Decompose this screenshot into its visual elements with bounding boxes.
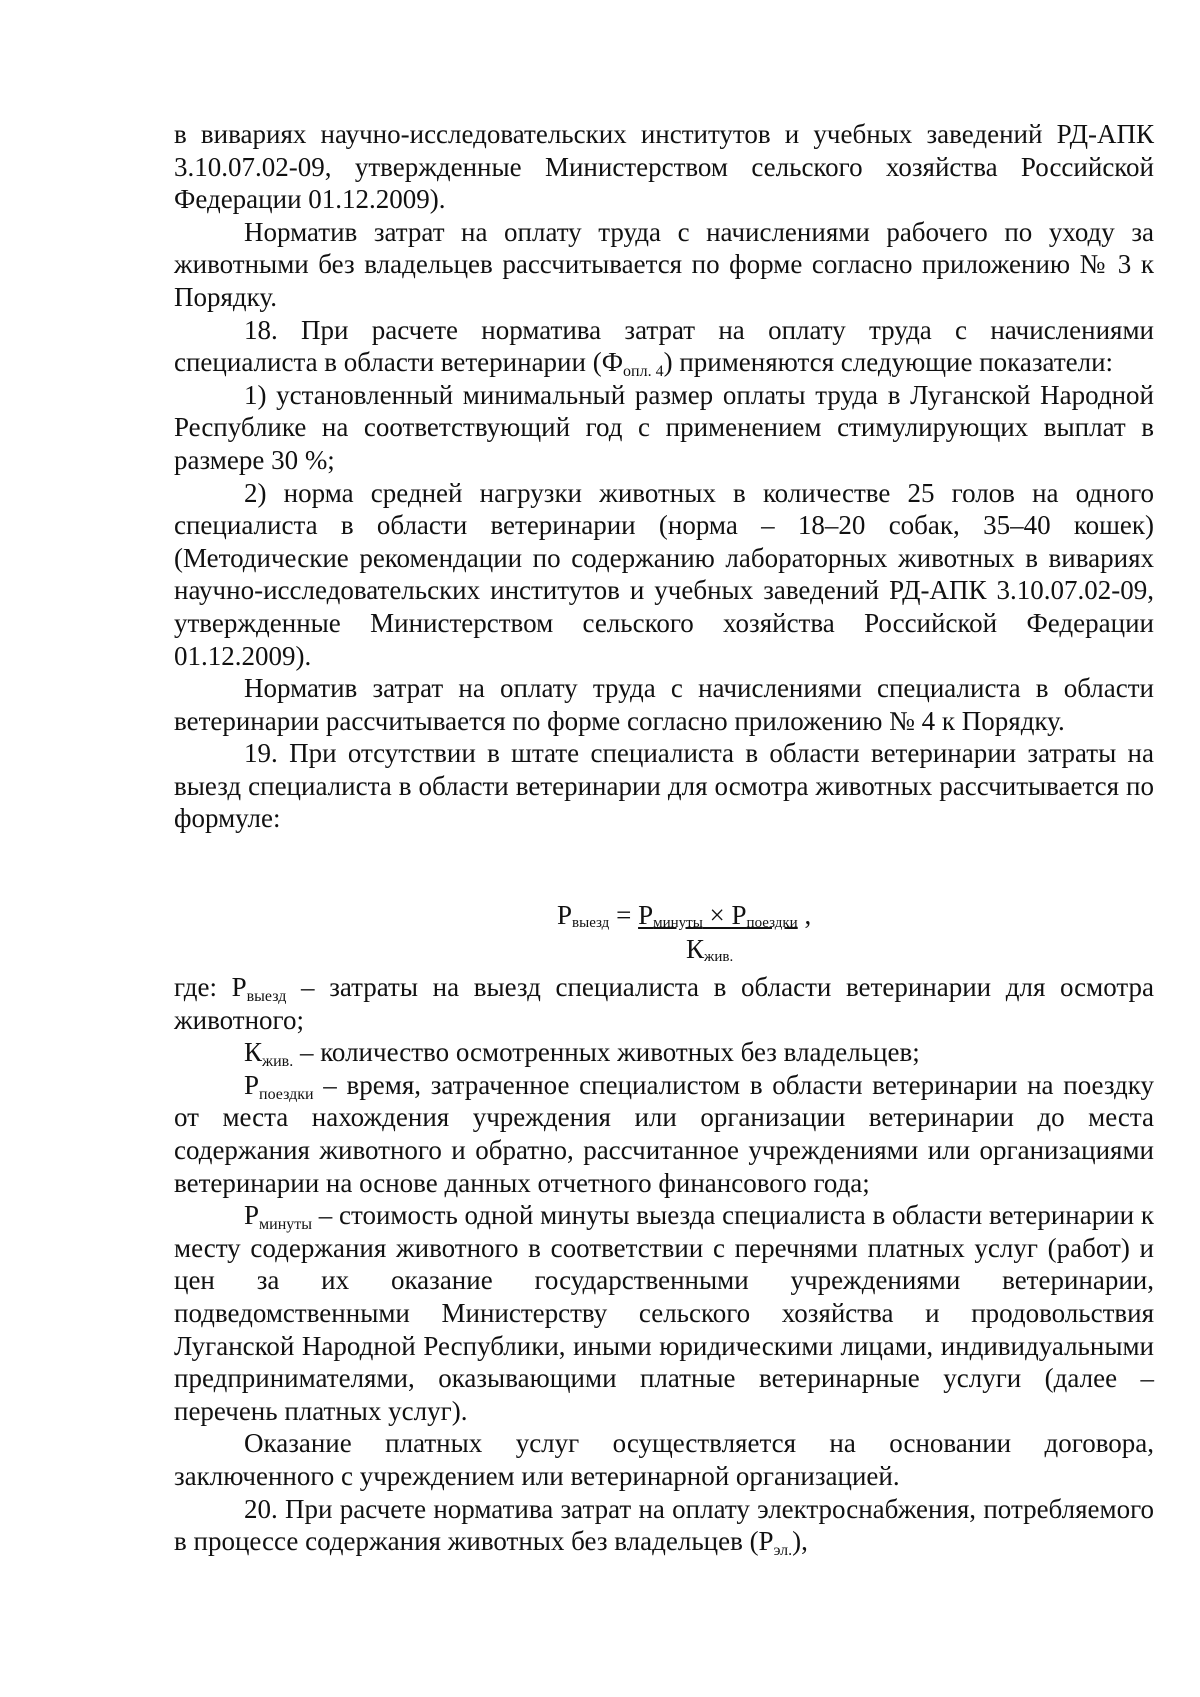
formula-denominator (686, 933, 733, 966)
text: где: Р (174, 972, 247, 1003)
text: 18. При расчете норматива затрат на оплату труда с начислениями специалиста в области ветеринарии (Ф (174, 314, 1154, 378)
paragraph-18 (174, 314, 1154, 379)
subscript: эл. (773, 1542, 793, 1560)
text: Р (244, 1069, 260, 1100)
subscript: поездки (259, 1085, 314, 1103)
formula-num1: Р (638, 900, 654, 931)
list-item-1: 1) установленный минимальный размер оплаты труда в Луганской Народной Республике на соответствующий год с применением стимулирующих выплат в размере 30 %; (174, 379, 1154, 475)
subscript: выезд (246, 988, 287, 1006)
subscript: опл. 4 (623, 363, 664, 381)
paragraph-norm-specialist: Норматив затрат на оплату труда с начислениями специалиста в области ветеринарии рассчитывается по форме согласно приложению № 4 к Порядку. (174, 673, 1154, 736)
formula-num2: Р (731, 900, 747, 931)
formula-den: К (686, 934, 705, 965)
formula-times: × (702, 900, 732, 931)
text: – затраты на выезд специалиста в области ветеринарии для осмотра животного; (174, 972, 1155, 1035)
text: – количество осмотренных животных без владельцев; (293, 1037, 920, 1068)
formula-numerator (638, 900, 798, 930)
definition-k (174, 1036, 1154, 1069)
formula-num1-sub: минуты (653, 915, 703, 932)
text: Р (244, 1200, 260, 1231)
subscript: жив. (262, 1053, 294, 1071)
text: ), (792, 1526, 808, 1557)
formula-den-sub: жив. (704, 949, 734, 966)
formula-lhs: Р (557, 900, 573, 931)
definition-minute (174, 1199, 1154, 1427)
list-item-2: 2) норма средней нагрузки животных в количестве 25 голов на одного специалиста в области ветеринарии (норма – 18–20 собак, 35–40 кошек) (Методические рекомендации по содержанию лабораторных животных в вивариях научно-исследовательских институтов и учебных заведений РД-АПК 3.10.07.02-09, утвержденные Министерством сельского хозяйства Российской Федерации 01.12.2009). (174, 477, 1154, 671)
definition-where (174, 971, 1154, 1036)
subscript: минуты (259, 1216, 313, 1234)
definition-trip (174, 1069, 1154, 1199)
formula-numerator-line (557, 899, 811, 932)
text: ) применяются следующие показатели: (663, 347, 1114, 378)
text: 20. При расчете норматива затрат на оплату электроснабжения, потребляемого в процессе содержания животных без владельцев (Р (174, 1493, 1154, 1557)
text: К (244, 1037, 263, 1068)
paragraph-2: Норматив затрат на оплату труда с начислениями рабочего по уходу за животными без владельцев рассчитывается по форме согласно приложению № 3 к Порядку. (174, 216, 1154, 312)
paragraph-19: 19. При отсутствии в штате специалиста в области ветеринарии затраты на выезд специалиста в области ветеринарии для осмотра животных рассчитывается по формуле: (174, 738, 1154, 834)
formula-eq: = (609, 900, 639, 931)
formula (174, 835, 1154, 965)
text: – стоимость одной минуты выезда специалиста в области ветеринарии к месту содержания животного в соответствии с перечнями платных услуг (работ) и цен за их оказание государственными учреждениями ветеринарии, подведомственными Министерству сельского хозяйства и продовольствия Луганской Народной Республики, иными юридическими лицами, индивидуальными предпринимателями, оказывающими платные ветеринарные услуги (далее – перечень платных услуг). (174, 1200, 1154, 1426)
text: – время, затраченное специалистом в области ветеринарии на поездку от места нахождения учреждения или организации ветеринарии до места содержания животного и обратно, рассчитанное учреждениями или организациями ветеринарии на основе данных отчетного финансового года; (174, 1069, 1154, 1198)
paragraph-paid-services: Оказание платных услуг осуществляется на основании договора, заключенного с учреждением или ветеринарной организацией. (174, 1428, 1154, 1491)
document-page (174, 118, 1154, 1558)
formula-lhs-sub: выезд (572, 915, 610, 932)
paragraph-1: в вивариях научно-исследовательских институтов и учебных заведений РД-АПК 3.10.07.02-09, утвержденные Министерством сельского хозяйства Российской Федерации 01.12.2009). (174, 119, 1154, 215)
formula-comma: , (797, 900, 812, 931)
formula-num2-sub: поездки (746, 915, 798, 932)
paragraph-20 (174, 1493, 1154, 1558)
